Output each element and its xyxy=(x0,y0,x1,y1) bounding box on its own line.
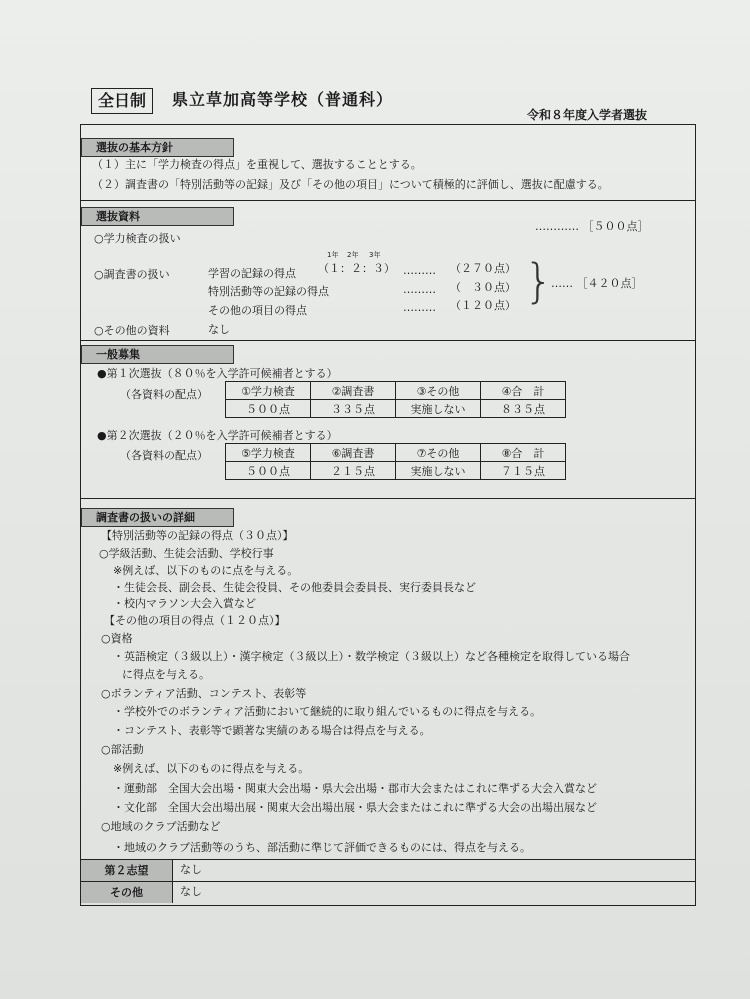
report-row-3-points: （１２０点） xyxy=(450,299,516,312)
report-row-3-name: その他の項目の得点 xyxy=(208,304,307,317)
report-row-2-name: 特別活動等の記録の得点 xyxy=(208,285,329,298)
details-line-15: ・運動部 全国大会出場・関東大会出場・県大会出場・郡市大会またはこれに準ずる大会入賞など xyxy=(113,782,597,795)
report-row-2-points: （ ３０点） xyxy=(450,281,516,294)
details-line-5: ・校内マラソン大会入賞など xyxy=(113,597,256,610)
selection-year: 令和８年度入学者選抜 xyxy=(527,108,648,122)
second-header-total: ⑧合 計 xyxy=(481,444,566,462)
category-box: 全日制 xyxy=(91,88,153,114)
first-value-total: ８３５点 xyxy=(481,400,566,418)
first-header-total: ④合 計 xyxy=(481,382,566,400)
divider xyxy=(81,200,695,201)
policy-item-2: （２）調査書の「特別活動等の記録」及び「その他の項目」について積極的に評価し、選抜に配慮する。 xyxy=(92,178,609,191)
section-general-title: 一般募集 xyxy=(81,345,234,364)
section-details-title: 調査書の扱いの詳細 xyxy=(81,508,234,527)
divider xyxy=(81,498,695,499)
details-line-13: ○部活動 xyxy=(101,743,144,756)
details-line-6: 【その他の項目の得点（１２０点）】 xyxy=(104,614,286,627)
first-value-academic: ５００点 xyxy=(226,400,311,418)
grade-header-1: 1年 xyxy=(327,251,339,259)
report-row-2-dots: ……… xyxy=(403,283,436,296)
details-line-4: ・生徒会長、副会長、生徒会役員、その他委員会委員長、実行委員長など xyxy=(113,581,476,594)
first-header-report: ②調査書 xyxy=(311,382,396,400)
school-name: 県立草加高等学校（普通科） xyxy=(172,90,394,109)
details-line-16: ・文化部 全国大会出場出展・関東大会出場出展・県大会またはこれに準ずる大会の出場出展など xyxy=(113,801,597,814)
report-row-1-points: （２７０点） xyxy=(450,262,516,275)
grade-header-2: 2年 xyxy=(347,251,359,259)
brace-symbol: } xyxy=(524,254,554,308)
second-header-report: ⑥調査書 xyxy=(311,444,396,462)
second-choice-value: なし xyxy=(180,863,202,876)
first-selection-table xyxy=(225,381,566,418)
policy-item-1: （１）主に「学力検査の得点」を重視して、選抜することとする。 xyxy=(92,158,422,171)
second-value-other: 実施しない xyxy=(396,462,481,480)
report-label: ○調査書の扱い xyxy=(94,268,170,281)
report-row-3-dots: ……… xyxy=(403,301,436,314)
first-value-report: ３３５点 xyxy=(311,400,396,418)
first-value-other: 実施しない xyxy=(396,400,481,418)
second-header-other: ⑦その他 xyxy=(396,444,481,462)
other-label: その他 xyxy=(81,882,173,903)
details-line-12: ・コンテスト、表彰等で顕著な実績のある場合は得点を与える。 xyxy=(113,724,431,737)
academic-label: ○学力検査の扱い xyxy=(94,232,181,245)
report-row-1-dots: ……… xyxy=(403,264,436,277)
details-line-17: ○地域のクラブ活動など xyxy=(101,820,221,833)
details-line-8: ・英語検定（３級以上）・漢字検定（３級以上）・数学検定（３級以上）など各種検定を取得している場合 xyxy=(113,650,630,663)
section-materials-title: 選抜資料 xyxy=(81,207,234,226)
details-line-18: ・地域のクラブ活動等のうち、部活動に準じて評価できるものには、得点を与える。 xyxy=(113,841,531,854)
second-value-academic: ５００点 xyxy=(226,462,311,480)
second-value-total: ７１５点 xyxy=(481,462,566,480)
details-line-11: ・学校外でのボランティア活動において継続的に取り組んでいるものに得点を与える。 xyxy=(113,705,542,718)
other-value: なし xyxy=(180,885,202,898)
report-row-1-ratio: （１：２：３） xyxy=(318,262,395,275)
second-header-academic: ⑤学力検査 xyxy=(226,444,311,462)
second-choice-label: 第２志望 xyxy=(81,860,173,881)
details-line-10: ○ボランティア活動、コンテスト、表彰等 xyxy=(101,687,307,700)
details-line-14: ※例えば、以下のものに得点を与える。 xyxy=(113,762,310,775)
grade-header-3: 3年 xyxy=(369,251,381,259)
details-line-7: ○資格 xyxy=(101,632,133,645)
divider xyxy=(81,859,695,860)
other-materials-label: ○その他の資料 xyxy=(94,324,170,337)
report-total: …… ［４２０点］ xyxy=(551,277,643,290)
second-selection-table xyxy=(225,443,566,480)
divider xyxy=(81,340,695,341)
details-line-2: ○学級活動、生徒会活動、学校行事 xyxy=(99,547,274,560)
second-value-report: ２１５点 xyxy=(311,462,396,480)
details-line-1: 【特別活動等の記録の得点（３０点）】 xyxy=(101,529,294,542)
section-policy-title: 選抜の基本方針 xyxy=(81,138,234,157)
first-selection-heading: ●第１次選抜（８０％を入学許可候補者とする） xyxy=(97,367,338,380)
second-selection-heading: ●第２次選抜（２０％を入学許可候補者とする） xyxy=(97,429,338,442)
second-selection-sub: （各資料の配点） xyxy=(120,449,208,462)
divider xyxy=(81,881,695,882)
details-line-3: ※例えば、以下のものに点を与える。 xyxy=(113,564,299,577)
first-header-academic: ①学力検査 xyxy=(226,382,311,400)
other-materials-value: なし xyxy=(208,323,230,336)
details-line-9: に得点を与える。 xyxy=(122,668,210,681)
first-header-other: ③その他 xyxy=(396,382,481,400)
academic-points: ………… ［５００点］ xyxy=(535,220,649,233)
first-selection-sub: （各資料の配点） xyxy=(120,388,208,401)
report-row-1-name: 学習の記録の得点 xyxy=(208,267,296,280)
